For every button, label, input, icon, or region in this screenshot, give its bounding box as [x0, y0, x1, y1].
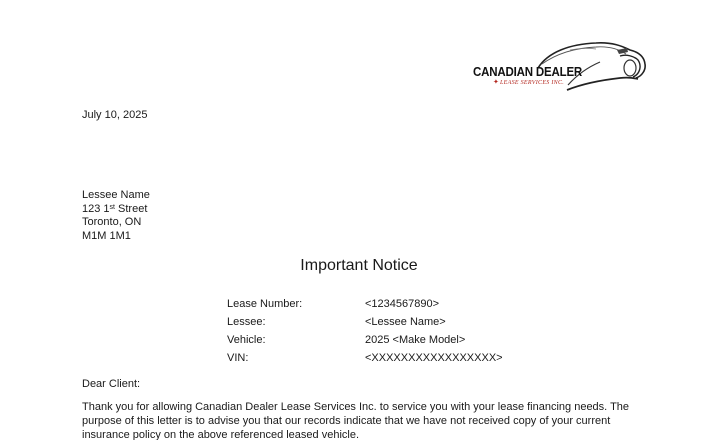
company-logo [470, 38, 650, 94]
street-number: 123 1 [82, 202, 110, 215]
lease-details [227, 297, 503, 369]
detail-label: Vehicle: [227, 334, 266, 346]
detail-row-lease-number [227, 297, 503, 315]
recipient-street [82, 203, 150, 217]
detail-row-vehicle [227, 333, 503, 351]
recipient-postal-code: M1M 1M1 [82, 229, 131, 242]
recipient-city: Toronto, ON [82, 216, 142, 229]
detail-row-vin [227, 351, 503, 369]
street-name: Street [114, 202, 148, 215]
notice-title: Important Notice [300, 257, 418, 274]
letter-body-paragraph: Thank you for allowing Canadian Dealer Lease Services Inc. to service you with your lease financing needs. The purpose of this letter is to advise you that our records indicate that we have not received copy of your current insurance policy on the above referenced leased vehicle. [82, 401, 630, 440]
detail-value: 2025 <Make Model> [365, 334, 466, 346]
detail-row-lessee [227, 315, 503, 333]
detail-value: <Lessee Name> [365, 316, 446, 328]
detail-label: Lease Number: [227, 298, 303, 310]
detail-value: <XXXXXXXXXXXXXXXXX> [365, 352, 503, 364]
street-ordinal-suffix: st [109, 203, 115, 211]
logo-tagline: LEASE SERVICES INC. [500, 80, 565, 86]
detail-label: VIN: [227, 352, 249, 364]
detail-label: Lessee: [227, 316, 266, 328]
recipient-address [82, 189, 150, 243]
letter-greeting: Dear Client: [82, 378, 141, 390]
logo-wordmark: CANADIAN DEALER [473, 65, 583, 79]
letter-date: July 10, 2025 [82, 109, 148, 121]
detail-value: <1234567890> [365, 298, 440, 310]
recipient-name: Lessee Name [82, 189, 150, 201]
maple-leaf-icon: ✦ [493, 79, 499, 86]
